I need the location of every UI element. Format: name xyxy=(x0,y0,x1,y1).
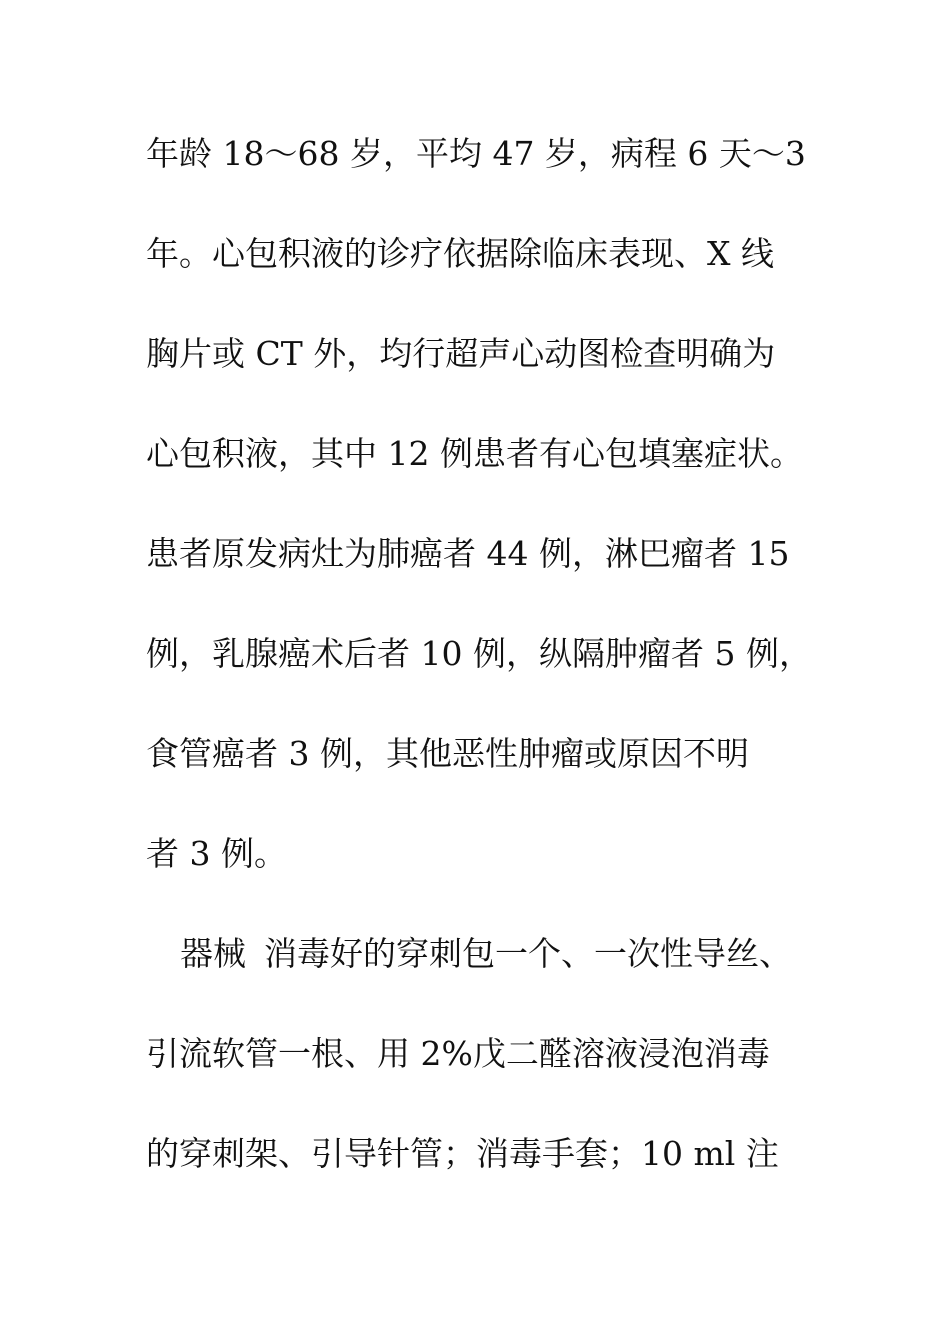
section-first-line xyxy=(180,934,792,974)
section-line: 引流软管一根、用 2%戊二醛溶液浸泡消毒 xyxy=(146,1034,770,1073)
paragraph-line: 年龄 18～68 岁，平均 47 岁，病程 6 天～3 xyxy=(146,134,806,173)
paragraph-line: 例，乳腺癌术后者 10 例，纵隔肿瘤者 5 例， xyxy=(146,634,812,673)
section-line: 的穿刺架、引导针管；消毒手套；10 ml 注 xyxy=(146,1134,779,1173)
paragraph-line: 食管癌者 3 例，其他恶性肿瘤或原因不明 xyxy=(146,734,749,773)
section-line-text: 消毒好的穿刺包一个、一次性导丝、 xyxy=(264,934,792,973)
paragraph-line: 者 3 例。 xyxy=(146,834,287,873)
paragraph-line: 年。心包积液的诊疗依据除临床表现、X 线 xyxy=(146,234,774,273)
paragraph-line: 胸片或 CT 外，均行超声心动图检查明确为 xyxy=(146,334,776,373)
paragraph-line: 心包积液，其中 12 例患者有心包填塞症状。 xyxy=(146,434,803,473)
section-heading: 器械 xyxy=(180,934,246,973)
paragraph-line: 患者原发病灶为肺癌者 44 例，淋巴瘤者 15 xyxy=(146,534,790,573)
